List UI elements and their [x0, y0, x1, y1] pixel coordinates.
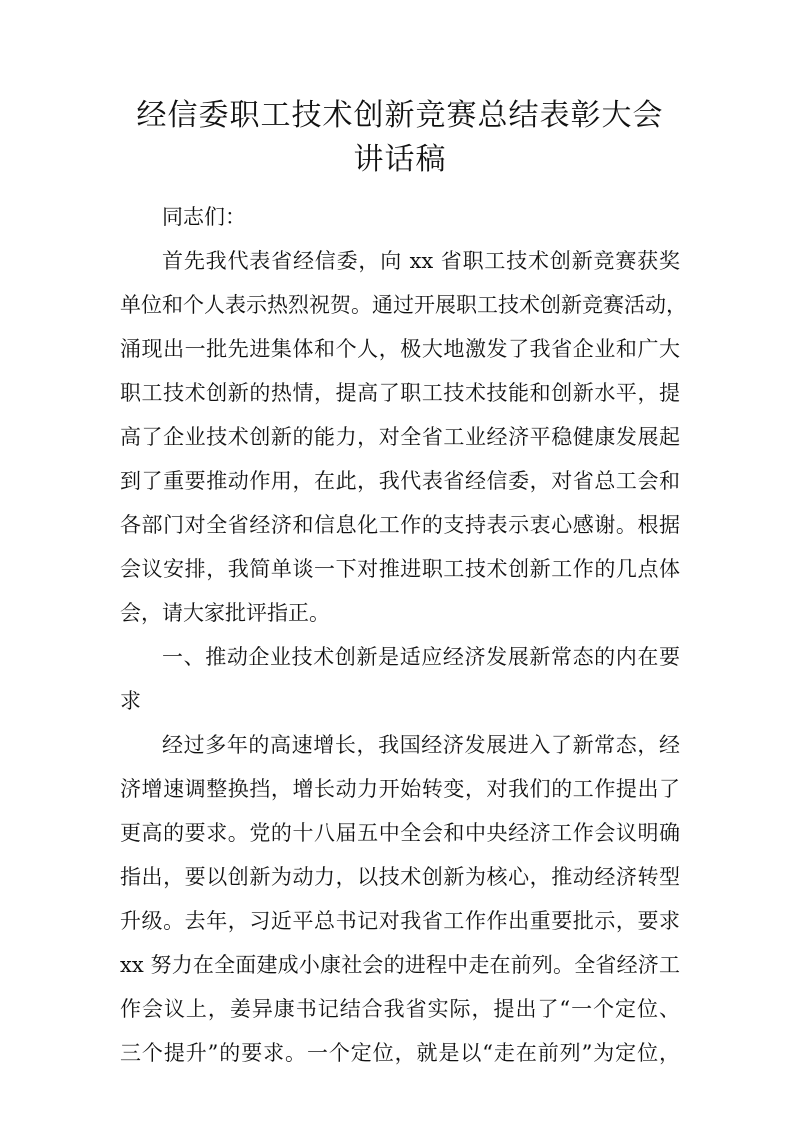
paragraph-line: 会，请大家批评指正。 — [120, 601, 330, 625]
paragraph-line: 职工技术创新的热情，提高了职工技术技能和创新水平，提 — [120, 381, 680, 405]
paragraph-line: 单位和个人表示热烈祝贺。通过开展职工技术创新竞赛活动， — [120, 293, 687, 317]
document-title-line-2: 讲话稿 — [353, 142, 447, 177]
section-heading-line: 求 — [120, 689, 141, 713]
paragraph-line: 到了重要推动作用，在此，我代表省经信委，对省总工会和 — [120, 469, 680, 493]
salutation: 同志们： — [162, 205, 246, 229]
paragraph-line: 济增速调整换挡，增长动力开始转变，对我们的工作提出了 — [120, 777, 680, 801]
section-heading-line: 一、推动企业技术创新是适应经济发展新常态的内在要 — [162, 645, 680, 669]
paragraph-line: 作会议上，姜异康书记结合我省实际，提出了“一个定位、 — [120, 997, 680, 1021]
paragraph-line: 涌现出一批先进集体和个人，极大地激发了我省企业和广大 — [120, 337, 680, 361]
paragraph-line: 高了企业技术创新的能力，对全省工业经济平稳健康发展起 — [120, 425, 680, 449]
paragraph-line: 各部门对全省经济和信息化工作的支持表示衷心感谢。根据 — [120, 513, 680, 537]
paragraph-line: 会议安排，我简单谈一下对推进职工技术创新工作的几点体 — [120, 557, 680, 581]
paragraph-line: xx 努力在全面建成小康社会的进程中走在前列。全省经济工 — [120, 953, 680, 977]
paragraph-line: 更高的要求。党的十八届五中全会和中央经济工作会议明确 — [120, 821, 680, 845]
paragraph-line: 指出，要以创新为动力，以技术创新为核心，推动经济转型 — [120, 865, 680, 889]
paragraph-line: 三个提升”的要求。一个定位，就是以“走在前列”为定位， — [120, 1041, 680, 1065]
paragraph-line: 首先我代表省经信委，向 xx 省职工技术创新竞赛获奖 — [162, 249, 680, 273]
paragraph-line: 经过多年的高速增长，我国经济发展进入了新常态，经 — [162, 733, 680, 757]
document-title-line-1: 经信委职工技术创新竞赛总结表彰大会 — [136, 98, 664, 133]
paragraph-line: 升级。去年，习近平总书记对我省工作作出重要批示，要求 — [120, 909, 680, 933]
